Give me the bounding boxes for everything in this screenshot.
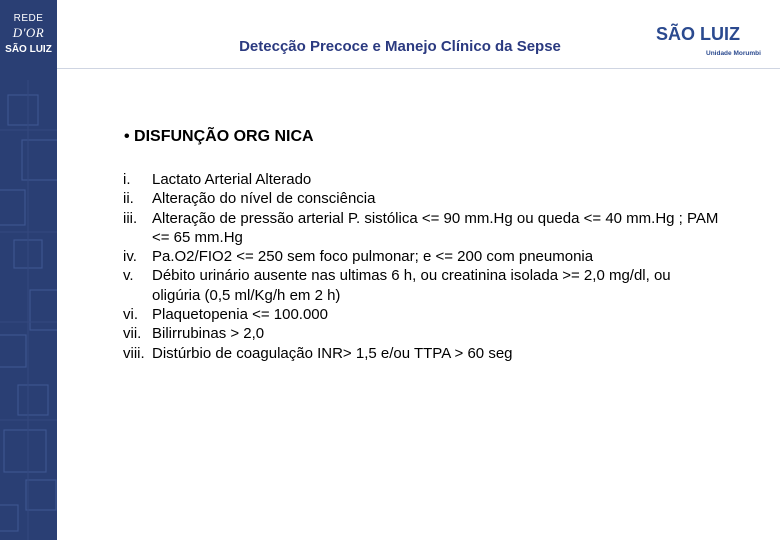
sao-luiz-logo: [654, 24, 774, 64]
item-number: ii.: [123, 190, 134, 208]
page-title: Detecção Precoce e Manejo Clínico da Sepse: [239, 38, 561, 55]
item-text: Plaquetopenia <= 100.000: [152, 306, 328, 324]
list-item: [123, 189, 723, 208]
rede-dor-logo: [0, 12, 57, 58]
list-item: [123, 170, 723, 189]
item-text: Bilirrubinas > 2,0: [152, 325, 265, 343]
item-number: v.: [123, 267, 134, 285]
item-text: Débito urinário ausente nas ultimas 6 h, ou creatinina isolada >= 2,0 mg/dl, ou oligúria (0,5 ml/Kg/h em 2 h): [152, 267, 671, 304]
list-item: [123, 247, 723, 266]
item-number: i.: [123, 171, 131, 188]
section-heading: • DISFUNÇÃO ORG NICA: [124, 128, 314, 145]
logo-line-2: SÃO LUIZ: [5, 44, 52, 55]
list-item: [123, 266, 723, 305]
logo-line-1: REDE D'OR: [12, 13, 45, 40]
criteria-list: [123, 170, 723, 363]
list-item: [123, 305, 723, 324]
list-item: [123, 344, 723, 363]
list-item: [123, 324, 723, 343]
item-number: iv.: [123, 248, 137, 266]
item-number: viii.: [123, 344, 145, 362]
item-number: vii.: [123, 325, 142, 343]
item-text: Lactato Arterial Alterado: [152, 171, 312, 188]
item-number: vi.: [123, 306, 138, 324]
item-text: Alteração do nível de consciência: [152, 190, 376, 208]
item-text: Distúrbio de coagulação INR> 1,5 e/ou TTPA > 60 seg: [152, 344, 513, 362]
item-number: iii.: [123, 209, 138, 227]
sidebar-decoration: [0, 0, 57, 540]
brand-subtitle: Unidade Morumbi: [706, 50, 761, 57]
sidebar-pattern: [0, 0, 57, 540]
header-divider: [57, 68, 780, 69]
brand-name: SÃO LUIZ: [656, 24, 740, 44]
list-item: [123, 209, 723, 248]
item-text: Pa.O2/FIO2 <= 250 sem foco pulmonar; e <= 200 com pneumonia: [152, 248, 594, 266]
item-text: Alteração de pressão arterial P. sistólica <= 90 mm.Hg ou queda <= 40 mm.Hg ; PAM <= 65 mm.Hg: [152, 209, 719, 246]
